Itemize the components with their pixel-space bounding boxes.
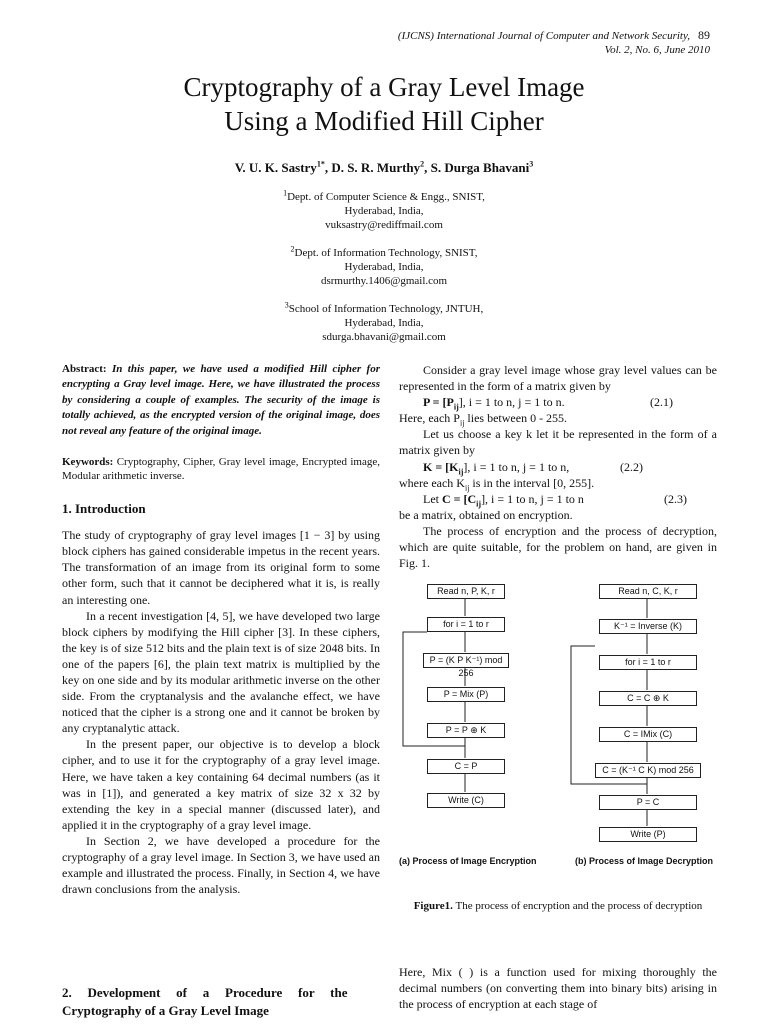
aff-3-city: Hyderabad, India, <box>344 317 424 329</box>
abstract-text: In this paper, we have used a modified Hill cipher for encrypting a Gray level image. Here, we have illustrated the process by considering a couple of examples. The security of the image is totally achieved, as the encrypted version of the original image, does not reveal any feature of the original image. <box>62 363 381 437</box>
aff-1-sup: 1 <box>283 188 288 198</box>
equation-2-1 <box>399 394 717 410</box>
paper-title <box>0 70 768 138</box>
affiliation-3 <box>0 302 768 344</box>
figure-1-flowchart <box>399 578 719 878</box>
right-column <box>399 362 717 571</box>
eq2-mid: ], i = 1 to n, j = 1 to n, <box>463 459 570 474</box>
section-2-heading <box>62 984 380 1020</box>
author-2-sup: 2 <box>420 159 425 169</box>
abstract <box>62 362 380 439</box>
right-paragraph-3: Let us choose a key k let it be represented in the form of a matrix given by <box>399 427 717 458</box>
keywords <box>62 455 380 483</box>
dec-step-7: P = C <box>599 795 697 810</box>
eq3-number: (2.3) <box>664 491 687 506</box>
p2b: lies between 0 - 255. <box>464 411 568 426</box>
right-paragraph-4 <box>399 475 717 491</box>
aff-3-email: sdurga.bhavani@gmail.com <box>322 331 446 343</box>
intro-paragraph-2: In a recent investigation [4, 5], we have developed two large block ciphers by modifying the Hill cipher [3]. In these ciphers, the key is of size 512 bits and the plain text is of size 2048 bits. In one of the papers [6], the plain text matrix is multiplied by the key on one side and by its modular arithmetic inverse on the other side. From the cryptanalysis and the avalanche effect, we have noticed that the cipher is a strong one and it cannot be broken by any cryptanalytic attack. <box>62 608 380 736</box>
section-1-heading: 1. Introduction <box>62 501 146 517</box>
enc-step-3: P = (K P K⁻¹) mod 256 <box>423 653 509 668</box>
intro-paragraph-1: The study of cryptography of gray level images [1 − 3] by using block ciphers has gained considerable impetus in the recent years. The transformation of an image from its original form to some other form, such that it cannot be deciphered what it is, is really an interesting one. <box>62 528 380 607</box>
eq1-lhs: P = [P <box>423 395 454 410</box>
p2a: Here, each P <box>399 411 460 426</box>
aff-2-dept: Dept. of Information Technology, SNIST, <box>294 247 478 259</box>
equation-2-3 <box>399 491 717 507</box>
aff-3-sup: 3 <box>284 300 289 310</box>
section-2-heading-line-1 <box>62 984 380 1002</box>
equation-2-2 <box>399 459 717 475</box>
figure-label: Figure1. <box>413 900 453 912</box>
aff-3-dept: School of Information Technology, JNTUH, <box>288 303 484 315</box>
volume-info: Vol. 2, No. 6, June 2010 <box>604 44 710 56</box>
right-paragraph-5: be a matrix, obtained on encryption. <box>399 507 573 522</box>
page-number: 89 <box>698 28 710 42</box>
p2-sub: ij <box>459 418 465 428</box>
dec-step-3: for i = 1 to r <box>599 655 697 670</box>
affiliation-1 <box>0 190 768 232</box>
enc-step-1: Read n, P, K, r <box>427 584 505 599</box>
dec-step-4: C = C ⊕ K <box>599 691 697 706</box>
author-3: , S. Durga Bhavani <box>424 160 530 175</box>
enc-step-4: P = Mix (P) <box>427 687 505 702</box>
eq3-pre: Let <box>423 491 442 506</box>
dec-step-8: Write (P) <box>599 827 697 842</box>
enc-step-6: C = P <box>427 759 505 774</box>
eq2-number: (2.2) <box>620 459 643 474</box>
eq3-mid: ], i = 1 to n, j = 1 to n <box>481 491 584 506</box>
eq1-sub: ij <box>453 402 459 412</box>
figure-caption-text: The process of encryption and the process of decryption <box>455 900 703 912</box>
aff-2-city: Hyderabad, India, <box>344 261 424 273</box>
p4b: is in the interval [0, 255]. <box>469 475 595 490</box>
section-2-heading-text-1: 2. Development of a Procedure for the <box>62 985 348 1000</box>
eq3-lhs: C = [C <box>442 491 477 506</box>
right-paragraph-6: The process of encryption and the process of decryption, which are quite suitable, for the problem on hand, are given in Fig. 1. <box>399 523 717 571</box>
eq1-mid: ], i = 1 to n, j = 1 to n. <box>458 395 565 410</box>
abstract-label: Abstract: <box>62 363 107 375</box>
right-paragraph-2 <box>399 410 717 426</box>
enc-step-5: P = P ⊕ K <box>427 723 505 738</box>
enc-step-7: Write (C) <box>427 793 505 808</box>
left-column <box>62 362 380 897</box>
aff-1-dept: Dept. of Computer Science & Engg., SNIST, <box>287 191 485 203</box>
aff-2-sup: 2 <box>290 244 295 254</box>
p4-sub: ij <box>464 483 470 493</box>
aff-2-email: dsrmurthy.1406@gmail.com <box>320 275 448 287</box>
dec-step-2: K⁻¹ = Inverse (K) <box>599 619 697 634</box>
section-2-heading-text-2: Cryptography of a Gray Level Image <box>62 1003 269 1018</box>
title-line-1: Cryptography of a Gray Level Image <box>183 72 585 102</box>
journal-name: (IJCNS) International Journal of Computer and Network Security, <box>397 30 690 42</box>
eq3-sub: ij <box>476 499 482 509</box>
figure-1-caption <box>399 898 717 915</box>
keywords-label: Keywords: <box>62 456 114 469</box>
intro-paragraph-3: In the present paper, our objective is to develop a block cipher, and to use it for the cryptography of a gray level image. Here, we have taken a key containing 64 decimal numbers (as it was in [1]), and generated a key matrix of size 32 x 32 by extending the key in a special manner (discussed later), and applied it in the cryptography of a gray level image. <box>62 737 380 832</box>
author-3-sup: 3 <box>529 159 534 169</box>
eq2-lhs: K = [K <box>423 459 459 474</box>
right-paragraph-1: Consider a gray level image whose gray level values can be represented in the form of a matrix given by <box>399 363 717 394</box>
eq2-sub: ij <box>458 466 464 476</box>
aff-1-city: Hyderabad, India, <box>344 205 424 217</box>
aff-1-email: vuksastry@rediffmail.com <box>325 219 443 231</box>
author-2: , D. S. R. Murthy <box>324 160 421 175</box>
right-paragraph-7: Here, Mix ( ) is a function used for mixing thoroughly the decimal numbers (on converting them into binary bits) arising in the process of encryption at each stage of <box>399 965 717 1012</box>
affiliation-2 <box>0 246 768 288</box>
author-list <box>0 160 768 176</box>
dec-step-1: Read n, C, K, r <box>599 584 697 599</box>
intro-paragraph-4: In Section 2, we have developed a procedure for the cryptography of a gray level image. In Section 3, we have used an example and illustrated the process. Finally, in Section 4, we have drawn conclusions from the analysis. <box>62 833 380 897</box>
caption-b: (b) Process of Image Decryption <box>575 856 714 866</box>
title-line-2: Using a Modified Hill Cipher <box>224 106 544 136</box>
keywords-text: Cryptography, Cipher, Gray level image, Encrypted image, Modular arithmetic inverse. <box>62 456 380 483</box>
eq1-number: (2.1) <box>650 395 673 410</box>
running-header <box>398 28 710 57</box>
author-1-sup: 1* <box>316 159 325 169</box>
dec-step-6: C = (K⁻¹ C K) mod 256 <box>595 763 701 778</box>
caption-a: (a) Process of Image Encryption <box>399 856 537 866</box>
author-1: V. U. K. Sastry <box>234 160 317 175</box>
dec-step-5: C = IMix (C) <box>599 727 697 742</box>
p4a: where each K <box>399 475 465 490</box>
enc-step-2: for i = 1 to r <box>427 617 505 632</box>
